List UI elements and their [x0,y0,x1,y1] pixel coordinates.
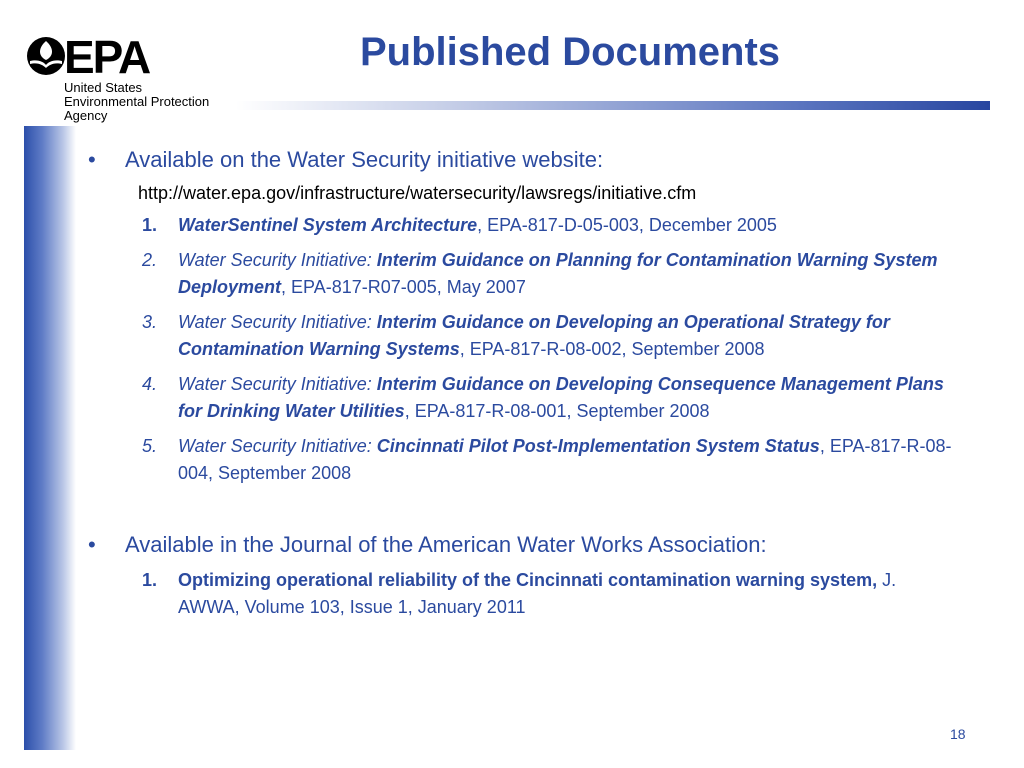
epa-logo [24,31,239,124]
document-series: Water Security Initiative: [178,436,377,456]
journal-citation: J. AWWA, Volume 103, Issue 1, January 2011 [178,570,897,617]
document-citation: , EPA-817-R-08-001, September 2008 [404,401,710,421]
item-number: 1. [142,215,158,235]
logo-agency-name: United States Environmental Protection Agency [64,80,210,123]
document-title: Interim Guidance on Developing an Operational Strategy for Contamination Warning Systems [178,312,890,359]
item-number: 4. [142,374,158,394]
initiative-url: http://water.epa.gov/infrastructure/watersecurity/lawsregs/initiative.cfm [138,183,697,203]
item-number: 2. [142,250,158,270]
document-series: Water Security Initiative: [178,374,377,394]
document-title: Interim Guidance on Developing Consequence Management Plans for Drinking Water Utilities [178,374,944,421]
journal-article-title: Optimizing operational reliability of the Cincinnati contamination warning system, [178,570,878,590]
journal-item [142,567,988,621]
epa-flower-icon [24,34,68,78]
slide-title: Published Documents [359,30,781,74]
bullet-journal-text: Available in the Journal of the American Water Works Association: [125,532,767,557]
item-number: 3. [142,312,158,332]
document-series: Water Security Initiative: [178,250,377,270]
document-citation: , EPA-817-R-08-002, September 2008 [459,339,765,359]
document-item [142,309,988,363]
page-number: 18 [950,726,966,742]
left-gradient-bar [24,126,76,750]
document-item [142,433,988,487]
bullet-icon: • [88,532,96,557]
document-title: Interim Guidance on Planning for Contamination Warning System Deployment [178,250,938,297]
bullet-website-text: Available on the Water Security initiative website: [125,147,604,172]
document-item [142,212,988,239]
document-title: Cincinnati Pilot Post-Implementation System Status [376,436,820,456]
bullet-icon: • [88,147,96,172]
document-series: Water Security Initiative: [178,312,377,332]
title-underline-bar [236,101,990,110]
document-title: WaterSentinel System Architecture [178,215,478,235]
slide-content [88,146,988,621]
item-number: 1. [142,570,158,590]
logo-wordmark: EPA [64,31,150,83]
document-citation: , EPA-817-R07-005, May 2007 [281,277,526,297]
document-item [142,371,988,425]
bullet-website [88,146,988,174]
document-item [142,247,988,301]
item-number: 5. [142,436,158,456]
document-citation: , EPA-817-R-08-004, September 2008 [178,436,952,483]
document-citation: , EPA-817-D-05-003, December 2005 [477,215,777,235]
bullet-journal [88,531,988,559]
